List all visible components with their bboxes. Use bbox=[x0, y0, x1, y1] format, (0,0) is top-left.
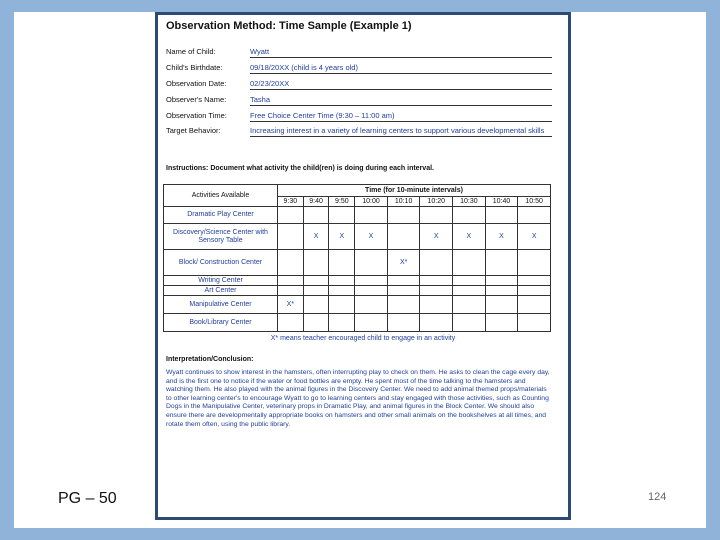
mark-cell bbox=[518, 250, 551, 276]
mark-cell bbox=[485, 250, 518, 276]
interpretation-heading: Interpretation/Conclusion: bbox=[166, 356, 254, 363]
time-cell: 10:30 bbox=[453, 197, 486, 207]
mark-cell bbox=[420, 207, 453, 224]
activity-cell: Book/Library Center bbox=[164, 314, 278, 332]
mark-cell bbox=[420, 314, 453, 332]
info-label: Observation Time: bbox=[166, 111, 227, 120]
info-value: 02/23/20XX bbox=[250, 79, 552, 90]
mark-cell: X bbox=[518, 224, 551, 250]
table-row bbox=[164, 250, 551, 276]
mark-cell bbox=[355, 250, 388, 276]
mark-cell: X bbox=[420, 224, 453, 250]
mark-cell: X bbox=[329, 224, 355, 250]
activity-cell: Art Center bbox=[164, 286, 278, 296]
mark-cell bbox=[278, 250, 304, 276]
mark-cell bbox=[387, 296, 420, 314]
table-row bbox=[164, 276, 551, 286]
mark-cell bbox=[355, 207, 388, 224]
mark-cell bbox=[387, 207, 420, 224]
mark-cell bbox=[518, 207, 551, 224]
info-value: Wyatt bbox=[250, 47, 552, 58]
table-row bbox=[164, 207, 551, 224]
activities-header: Activities Available bbox=[164, 185, 278, 207]
info-row-child-name bbox=[166, 42, 560, 58]
mark-cell: X* bbox=[387, 250, 420, 276]
mark-cell bbox=[355, 286, 388, 296]
page-code: PG – 50 bbox=[58, 490, 117, 507]
time-cell: 10:20 bbox=[420, 197, 453, 207]
mark-cell bbox=[518, 314, 551, 332]
mark-cell bbox=[303, 250, 329, 276]
activity-cell: Manipulative Center bbox=[164, 296, 278, 314]
info-label: Target Behavior: bbox=[166, 126, 221, 135]
mark-cell bbox=[453, 286, 486, 296]
mark-cell bbox=[303, 314, 329, 332]
mark-cell: X bbox=[303, 224, 329, 250]
time-cell: 9:30 bbox=[278, 197, 304, 207]
instructions: Instructions: Document what activity the child(ren) is doing during each interval. bbox=[166, 165, 434, 172]
mark-cell bbox=[453, 276, 486, 286]
info-value: Increasing interest in a variety of learning centers to support various developmental skills bbox=[250, 125, 552, 137]
mark-cell bbox=[355, 276, 388, 286]
activity-cell: Block/ Construction Center bbox=[164, 250, 278, 276]
mark-cell bbox=[485, 314, 518, 332]
mark-cell bbox=[387, 286, 420, 296]
mark-cell bbox=[278, 286, 304, 296]
mark-cell bbox=[329, 276, 355, 286]
mark-cell: X bbox=[485, 224, 518, 250]
info-row-observation-date bbox=[166, 74, 560, 90]
table-footnote: X* means teacher encouraged child to engage in an activity bbox=[270, 335, 456, 342]
mark-cell bbox=[453, 250, 486, 276]
time-cell: 10:40 bbox=[485, 197, 518, 207]
mark-cell bbox=[420, 286, 453, 296]
mark-cell bbox=[420, 276, 453, 286]
time-cell: 10:00 bbox=[355, 197, 388, 207]
info-row-observation-time bbox=[166, 106, 560, 122]
mark-cell bbox=[387, 276, 420, 286]
mark-cell bbox=[453, 207, 486, 224]
time-header: Time (for 10-minute intervals) bbox=[278, 185, 551, 197]
mark-cell: X bbox=[453, 224, 486, 250]
mark-cell bbox=[387, 224, 420, 250]
activity-cell: Writing Center bbox=[164, 276, 278, 286]
mark-cell bbox=[355, 314, 388, 332]
activity-cell: Dramatic Play Center bbox=[164, 207, 278, 224]
document-title: Observation Method: Time Sample (Example 1) bbox=[166, 20, 412, 32]
mark-cell: X* bbox=[278, 296, 304, 314]
time-cell: 9:40 bbox=[303, 197, 329, 207]
mark-cell bbox=[303, 286, 329, 296]
mark-cell bbox=[278, 224, 304, 250]
mark-cell bbox=[453, 314, 486, 332]
mark-cell bbox=[355, 296, 388, 314]
mark-cell: X bbox=[355, 224, 388, 250]
table-row bbox=[164, 286, 551, 296]
mark-cell bbox=[485, 276, 518, 286]
mark-cell bbox=[329, 314, 355, 332]
interpretation-text: Wyatt continues to show interest in the hamsters, often interrupting play to check on them. He asks to clean the cage every day, and is the first one to notice if the water or food bottles are empty. He spent most of the time talking to the hamsters and watching them. He also played with the animal figures in the Discovery Center. We need to add animal themed props/materials to other learning center's to encourage Wyatt to go to learning centers and stay engaged with those activities, such as Counting Dogs in the Manipulative Center, veterinary props in Dramatic Play, and animal figures in the Block Center. We should also ensure there are developmentally appropriate books on hamsters and other small animals on the bookshelves at all times, and rotate them often, using the public library. bbox=[166, 369, 550, 428]
info-value: Free Choice Center Time (9:30 – 11:00 am) bbox=[250, 111, 552, 122]
mark-cell bbox=[518, 286, 551, 296]
info-row-target-behavior bbox=[166, 125, 560, 151]
time-sample-table bbox=[163, 184, 551, 332]
mark-cell bbox=[485, 286, 518, 296]
mark-cell bbox=[420, 250, 453, 276]
table-row bbox=[164, 224, 551, 250]
mark-cell bbox=[329, 207, 355, 224]
mark-cell bbox=[387, 314, 420, 332]
mark-cell bbox=[329, 250, 355, 276]
mark-cell bbox=[278, 314, 304, 332]
info-label: Child's Birthdate: bbox=[166, 63, 223, 72]
info-value: 09/18/20XX (child is 4 years old) bbox=[250, 63, 552, 74]
info-label: Name of Child: bbox=[166, 47, 216, 56]
observation-document bbox=[155, 12, 571, 520]
table-row bbox=[164, 314, 551, 332]
activity-cell: Discovery/Science Center with Sensory Table bbox=[164, 224, 278, 250]
mark-cell bbox=[278, 207, 304, 224]
info-value: Tasha bbox=[250, 95, 552, 106]
info-label: Observation Date: bbox=[166, 79, 227, 88]
page-number: 124 bbox=[648, 491, 667, 503]
mark-cell bbox=[485, 296, 518, 314]
mark-cell bbox=[303, 276, 329, 286]
mark-cell bbox=[303, 207, 329, 224]
mark-cell bbox=[518, 296, 551, 314]
mark-cell bbox=[329, 296, 355, 314]
info-label: Observer's Name: bbox=[166, 95, 227, 104]
info-row-birthdate bbox=[166, 58, 560, 74]
mark-cell bbox=[329, 286, 355, 296]
table-row bbox=[164, 296, 551, 314]
time-cell: 9:50 bbox=[329, 197, 355, 207]
mark-cell bbox=[453, 296, 486, 314]
time-cell: 10:50 bbox=[518, 197, 551, 207]
mark-cell bbox=[485, 207, 518, 224]
mark-cell bbox=[278, 276, 304, 286]
mark-cell bbox=[303, 296, 329, 314]
time-cell: 10:10 bbox=[387, 197, 420, 207]
info-row-observer-name bbox=[166, 90, 560, 106]
mark-cell bbox=[420, 296, 453, 314]
mark-cell bbox=[518, 276, 551, 286]
